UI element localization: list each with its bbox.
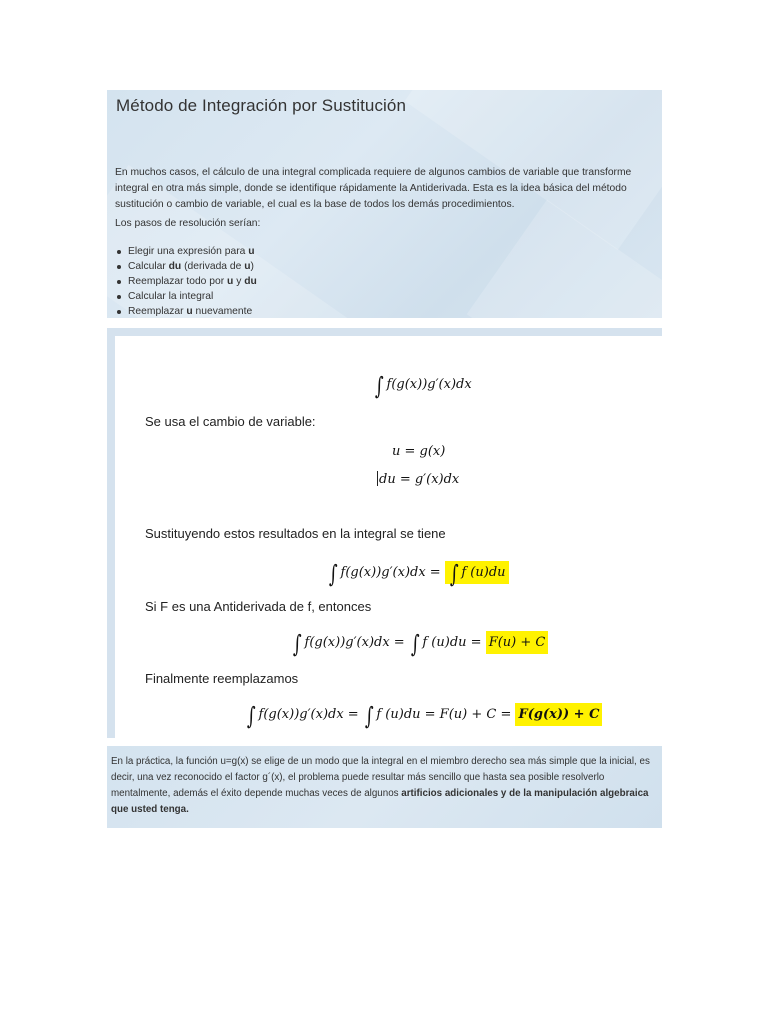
integral-symbol: ∫ (410, 630, 420, 658)
math-panel (107, 328, 662, 738)
integral-symbol: ∫ (374, 372, 384, 400)
list-item: Reemplazar u nuevamente (115, 304, 257, 318)
text-antiderivative: Si F es una Antiderivada de f, entonces (145, 599, 372, 614)
integral-symbol: ∫ (246, 702, 256, 730)
highlighted-result: F(u) + C (486, 631, 549, 654)
highlighted-result: ∫ f (u)du (445, 561, 509, 584)
text-cursor (377, 471, 378, 486)
note-panel (107, 746, 662, 828)
text-change-variable: Se usa el cambio de variable: (145, 414, 316, 429)
note-bold-text: artificios adicionales y de la manipulación algebraica que usted tenga. (111, 788, 649, 815)
intro-panel (107, 90, 662, 318)
steps-list (115, 244, 257, 318)
text-substituting: Sustituyendo estos resultados en la integral se tiene (145, 526, 446, 541)
integral-symbol: ∫ (292, 630, 302, 658)
list-item: Calcular la integral (115, 289, 257, 304)
steps-label: Los pasos de resolución serían: (115, 218, 261, 229)
integral-symbol: ∫ (449, 560, 459, 588)
equation-u: u = g(x) (392, 444, 446, 459)
equation-substitution: ∫ f(g(x))g′(x)dx = ∫ f (u)du (327, 560, 509, 588)
equation-antiderivative: ∫ f(g(x))g′(x)dx = ∫ f (u)du = F(u) + C (291, 630, 548, 658)
note-paragraph: En la práctica, la función u=g(x) se elige de un modo que la integral en el miembro derecho sea más simple que la inicial, es decir, una vez reconocido el factor g´(x), el problema puede resultar más sencillo que hasta sea posible resolverlo mentalmente, además el éxito depende muchas veces de algunos artificios adicionales y de la manipulación algebraica que usted tenga. (111, 756, 650, 815)
equation-du: du = g′(x)dx (379, 472, 460, 487)
list-item: Calcular du (derivada de u) (115, 259, 257, 274)
highlighted-result: F(g(x)) + C (515, 703, 602, 726)
list-item: Reemplazar todo por u y du (115, 274, 257, 289)
list-item: Elegir una expresión para u (115, 244, 257, 259)
intro-paragraph: En muchos casos, el cálculo de una integral complicada requiere de algunos cambios de variable que transforme integral en otra más simple, donde se identifique rápidamente la Antiderivada. Esta es la idea básica del método sustitución o cambio de variable, el cual es la base de todos los demás procedimientos. (115, 167, 632, 210)
text-finally: Finalmente reemplazamos (145, 671, 299, 686)
equation-final: ∫ f(g(x))g′(x)dx = ∫ f (u)du = F(u) + C = F(g(x)) + C (245, 702, 602, 730)
integral-symbol: ∫ (328, 560, 338, 588)
integral-symbol: ∫ (364, 702, 374, 730)
page-title: Método de Integración por Sustitución (116, 96, 407, 115)
equation-integral: ∫ f(g(x))g′(x)dx (374, 372, 472, 400)
